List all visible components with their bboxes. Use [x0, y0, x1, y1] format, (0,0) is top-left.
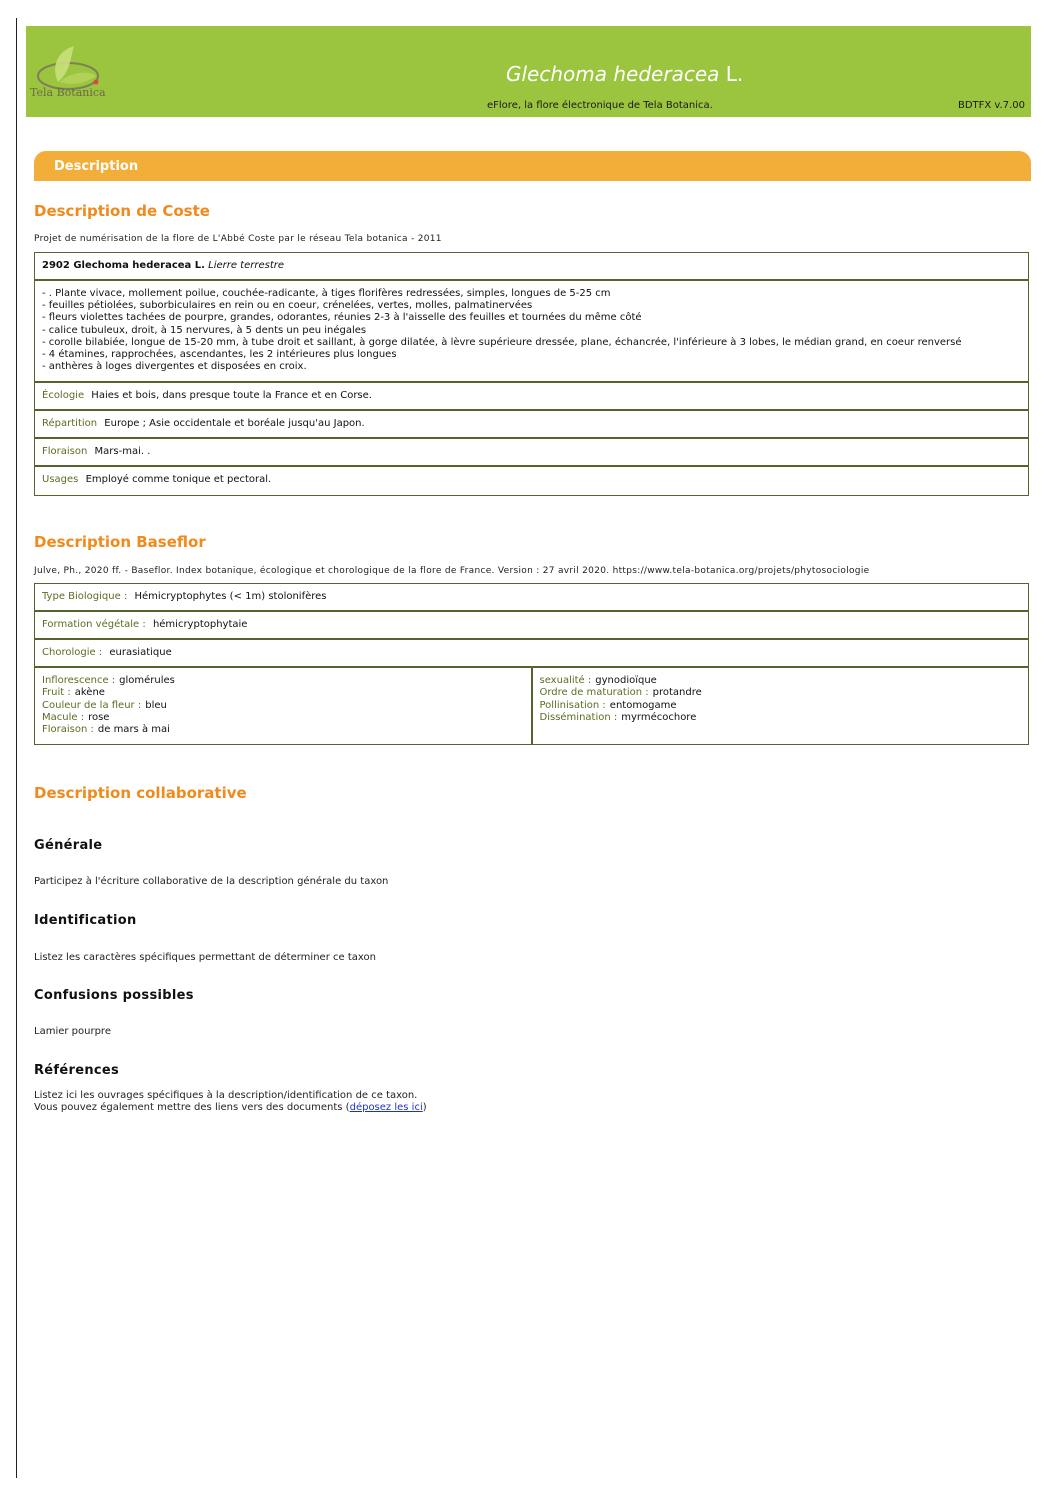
baseflor-citation: Julve, Ph., 2020 ff. - Baseflor. Index botanique, écologique et chorologique de la flore de France. Version : 27 avril 2020. https://www.tela-botanica.org/projets/phytosociologie [34, 566, 870, 576]
section-identification-title: Identification [34, 913, 137, 928]
baseflor-field-row [35, 584, 1028, 612]
field-label: Répartition [42, 418, 98, 429]
field-label: Inflorescence : [42, 675, 116, 686]
field-label: Usages [42, 474, 79, 485]
logo-wordmark: Tela Botanica [30, 86, 106, 99]
taxon-name: Glechoma hederacea [506, 62, 720, 86]
left-margin-rule [16, 18, 17, 1478]
field-value: Employé comme tonique et pectoral. [85, 474, 272, 485]
field-value: Europe ; Asie occidentale et boréale jusqu'au Japon. [104, 418, 365, 429]
coste-field-row [35, 411, 1028, 439]
coste-description-line: - fleurs violettes tachées de pourpre, grandes, odorantes, réunies 2-3 à l'aisselle des feuilles et tournées du même côté [42, 312, 642, 324]
field-value: hémicryptophytaie [152, 619, 248, 630]
coste-common-name: Lierre terrestre [208, 260, 285, 271]
header-version: BDTFX v.7.00 [957, 100, 1025, 111]
collaborative-heading: Description collaborative [34, 784, 247, 802]
baseflor-traits-left [35, 668, 533, 744]
section-references-text [34, 1090, 427, 1114]
references-line-2 [34, 1102, 427, 1114]
baseflor-traits-row [35, 668, 1028, 744]
field-label: Floraison [42, 446, 88, 457]
field-value: myrmécochore [621, 711, 697, 723]
field-label: Ordre de maturation : [539, 687, 649, 699]
section-confusions-text: Lamier pourpre [34, 1026, 111, 1037]
section-identification-text: Listez les caractères spécifiques permettant de déterminer ce taxon [34, 952, 376, 963]
field-label: Macule : [42, 711, 85, 723]
field-value: glomérules [119, 675, 175, 686]
coste-description-line: - anthères à loges divergentes et disposées en croix. [42, 361, 307, 373]
coste-field-row [35, 467, 1028, 495]
coste-entry-name: 2902 Glechoma hederacea L. [42, 260, 205, 271]
section-generale-text: Participez à l'écriture collaborative de la description générale du taxon [34, 876, 389, 887]
field-label: Floraison : [42, 724, 94, 736]
field-label: Couleur de la fleur : [42, 699, 142, 711]
coste-heading: Description de Coste [34, 202, 210, 220]
section-generale-title: Générale [34, 838, 103, 853]
section-references-title: Références [34, 1063, 120, 1078]
field-label: Type Biologique : [42, 591, 128, 602]
coste-citation: Projet de numérisation de la flore de L'Abbé Coste par le réseau Tela botanica - 2011 [34, 234, 442, 244]
field-label: Formation végétale : [42, 619, 146, 630]
field-label: sexualité : [539, 675, 592, 686]
deposit-documents-link[interactable]: déposez les ici [349, 1102, 423, 1113]
taxon-author: L. [725, 62, 744, 86]
field-value: protandre [652, 687, 702, 699]
field-value: gynodioïque [595, 675, 657, 686]
references-line-2-suffix: ) [422, 1102, 427, 1113]
coste-description-line: - calice tubuleux, droit, à 15 nervures, à 5 dents un peu inégales [42, 324, 367, 336]
section-bar-description [34, 151, 1031, 181]
page-header [26, 26, 1031, 117]
header-subtitle: eFlore, la flore électronique de Tela Botanica. [487, 100, 713, 111]
baseflor-field-row [35, 640, 1028, 668]
field-label: Écologie [42, 390, 85, 401]
tela-botanica-logo [30, 42, 130, 112]
coste-description-line: - . Plante vivace, mollement poilue, couchée-radicante, à tiges florifères redressées, simples, longues de 5-25 cm [42, 288, 611, 299]
page-title [506, 62, 743, 86]
coste-title-row [35, 253, 1028, 281]
field-value: rose [88, 711, 110, 723]
field-label: Fruit : [42, 687, 71, 699]
field-value: Haies et bois, dans presque toute la France et en Corse. [91, 390, 372, 401]
field-value: entomogame [609, 699, 677, 711]
section-bar-title: Description [54, 159, 139, 174]
coste-field-row [35, 383, 1028, 411]
baseflor-heading: Description Baseflor [34, 533, 206, 551]
references-line-2-prefix: Vous pouvez également mettre des liens vers des documents ( [34, 1102, 350, 1113]
coste-description-line: - 4 étamines, rapprochées, ascendantes, les 2 intérieures plus longues [42, 349, 397, 361]
field-value: akène [74, 687, 105, 699]
section-confusions-title: Confusions possibles [34, 988, 194, 1003]
references-line-1: Listez ici les ouvrages spécifiques à la description/identification de ce taxon. [34, 1090, 418, 1101]
field-label: Pollinisation : [539, 699, 606, 711]
baseflor-table [34, 583, 1029, 745]
baseflor-field-row [35, 612, 1028, 640]
coste-field-row [35, 439, 1028, 467]
field-value: Mars-mai. . [94, 446, 151, 457]
field-label: Dissémination : [539, 711, 618, 723]
coste-description-line: - corolle bilabiée, longue de 15-20 mm, à tube droit et saillant, à gorge dilatée, à lèvre supérieure dressée, plane, échancrée, l'inférieure à 3 lobes, le médian grand, en coeur renversé [42, 336, 962, 348]
coste-description-line: - feuilles pétiolées, suborbiculaires en rein ou en coeur, crénelées, vertes, molles, palmatinervées [42, 300, 533, 312]
coste-table [34, 252, 1029, 496]
coste-description-row [35, 281, 1028, 383]
field-value: bleu [145, 699, 167, 711]
field-value: de mars à mai [97, 724, 170, 736]
field-value: Hémicryptophytes (< 1m) stolonifères [134, 591, 327, 602]
field-value: eurasiatique [109, 647, 172, 658]
field-label: Chorologie : [42, 647, 103, 658]
baseflor-traits-right [533, 668, 1029, 744]
